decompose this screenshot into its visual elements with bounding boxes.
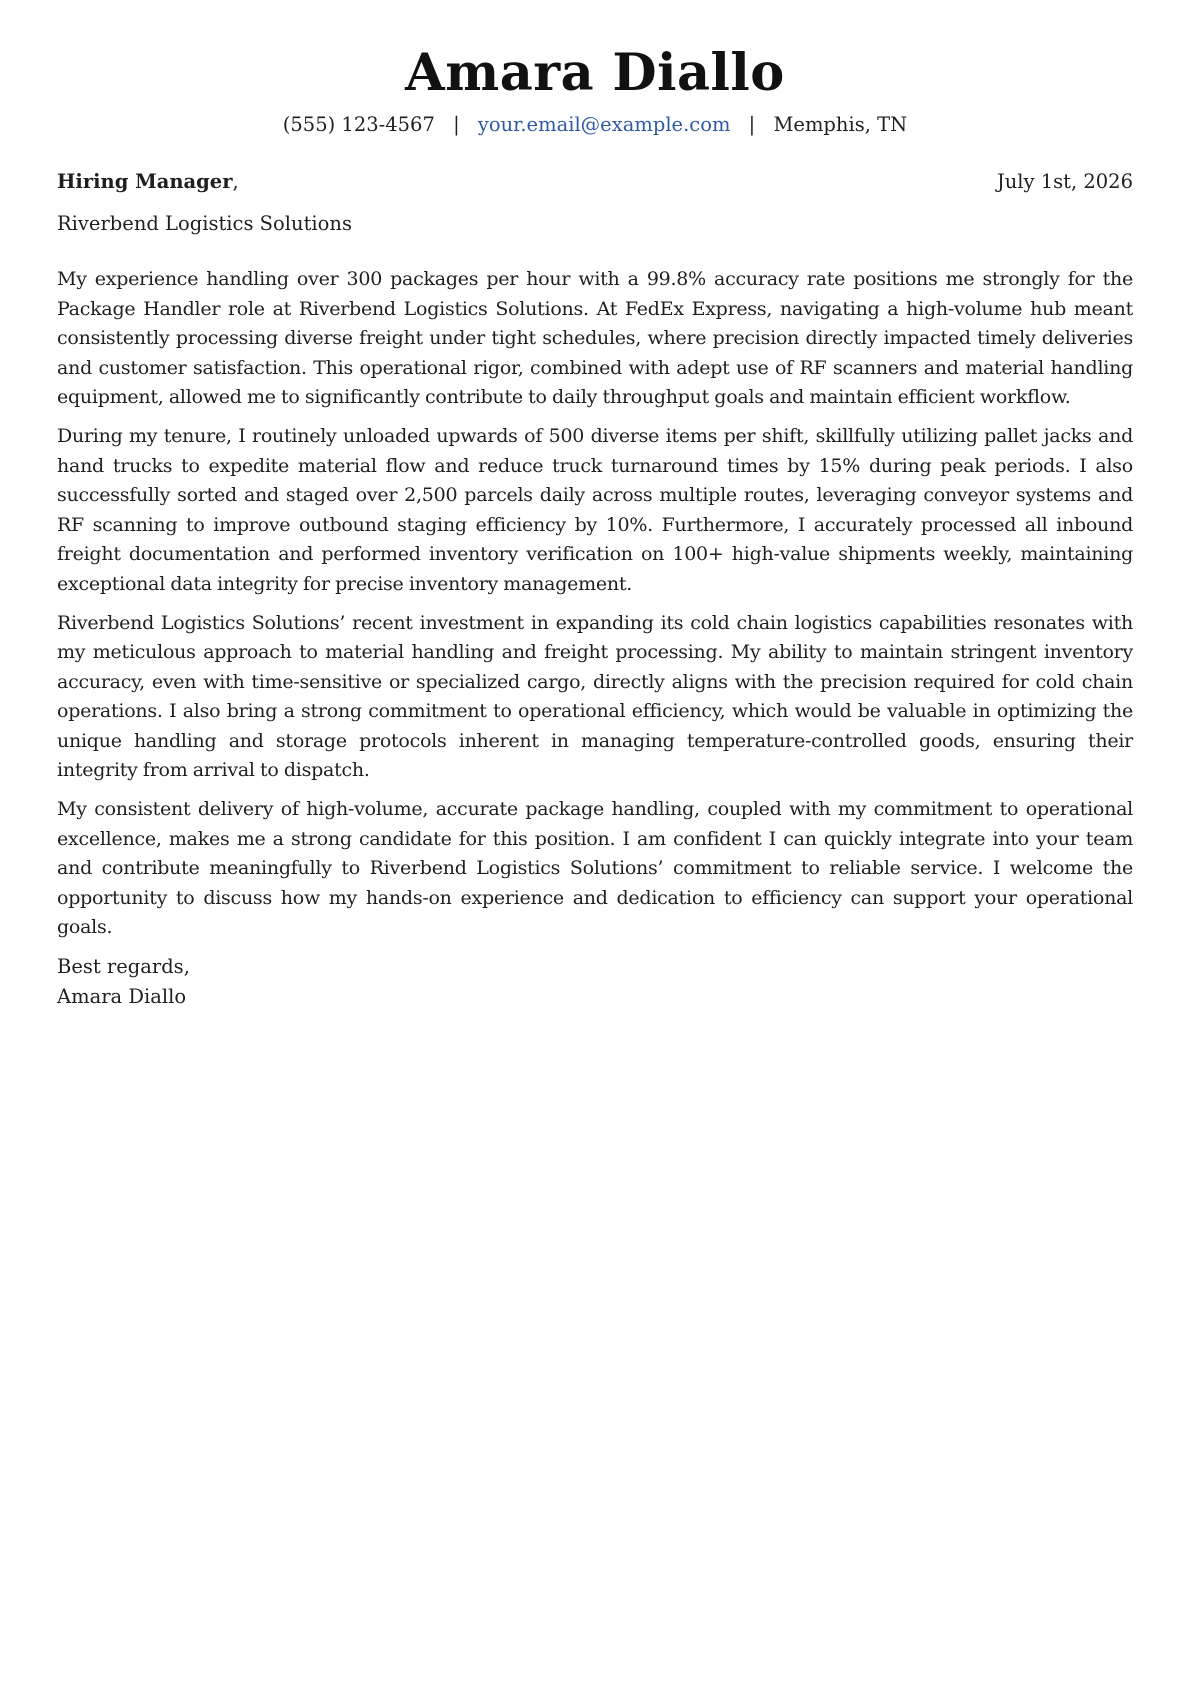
body-paragraph: During my tenure, I routinely unloaded upwards of 500 diverse items per shift, skillfully utilizing pallet jacks and hand trucks to expedite material flow and reduce truck turnaround times by 15% during peak periods. I also successfully sorted and staged over 2,500 parcels daily across multiple routes, leveraging conveyor systems and RF scanning to improve outbound staging efficiency by 10%. Furthermore, I accurately processed all inbound freight documentation and performed inventory verification on 100+ high-value shipments weekly, maintaining exceptional data integrity for precise inventory management. [57, 425, 1133, 595]
letter-closing [57, 952, 1133, 1011]
recipient-title: Hiring Manager [57, 170, 233, 194]
closing-signature: Amara Diallo [57, 984, 187, 1008]
closing-salutation: Best regards, [57, 955, 190, 979]
location: Memphis, TN [773, 113, 908, 136]
applicant-name: Amara Diallo [405, 43, 785, 103]
letter-body [57, 265, 1133, 943]
cover-letter-page [57, 40, 1133, 1011]
recipient-salutation [57, 170, 239, 193]
phone-number: (555) 123-4567 [282, 113, 435, 136]
recipient-company: Riverbend Logistics Solutions [57, 211, 352, 235]
body-paragraph: Riverbend Logistics Solutions’ recent investment in expanding its cold chain logistics capabilities resonates with my meticulous approach to material handling and freight processing. My ability to maintain stringent inventory accuracy, even with time-sensitive or specialized cargo, directly aligns with the precision required for cold chain operations. I also bring a strong commitment to operational efficiency, which would be valuable in optimizing the unique handling and storage protocols inherent in managing temperature-controlled goods, ensuring their integrity from arrival to dispatch. [57, 611, 1133, 782]
contact-separator: | [453, 113, 460, 136]
body-paragraph: My consistent delivery of high-volume, accurate package handling, coupled with my commitment to operational excellence, makes me a strong candidate for this position. I am confident I can quickly integrate into your team and contribute meaningfully to Riverbend Logistics Solutions’ commitment to reliable service. I welcome the opportunity to discuss how my hands-on experience and dedication to efficiency can support your operational goals. [57, 798, 1133, 939]
letter-date: July 1st, 2026 [996, 170, 1133, 194]
recipient-title-suffix: , [232, 170, 239, 194]
recipient-date-line [57, 170, 1133, 193]
contact-separator: | [748, 113, 756, 136]
email-link[interactable]: your.email@example.com [477, 113, 731, 136]
contact-line [57, 113, 1133, 136]
body-paragraph: My experience handling over 300 packages per hour with a 99.8% accuracy rate positions me strongly for the Package Handler role at Riverbend Logistics Solutions. At FedEx Express, navigating a high-volume hub meant consistently processing diverse freight under tight schedules, where precision directly impacted timely deliveries and customer satisfaction. This operational rigor, combined with adept use of RF scanners and material handling equipment, allowed me to significantly contribute to daily throughput goals and maintain efficient workflow. [57, 268, 1133, 409]
letter-header [57, 43, 1133, 136]
